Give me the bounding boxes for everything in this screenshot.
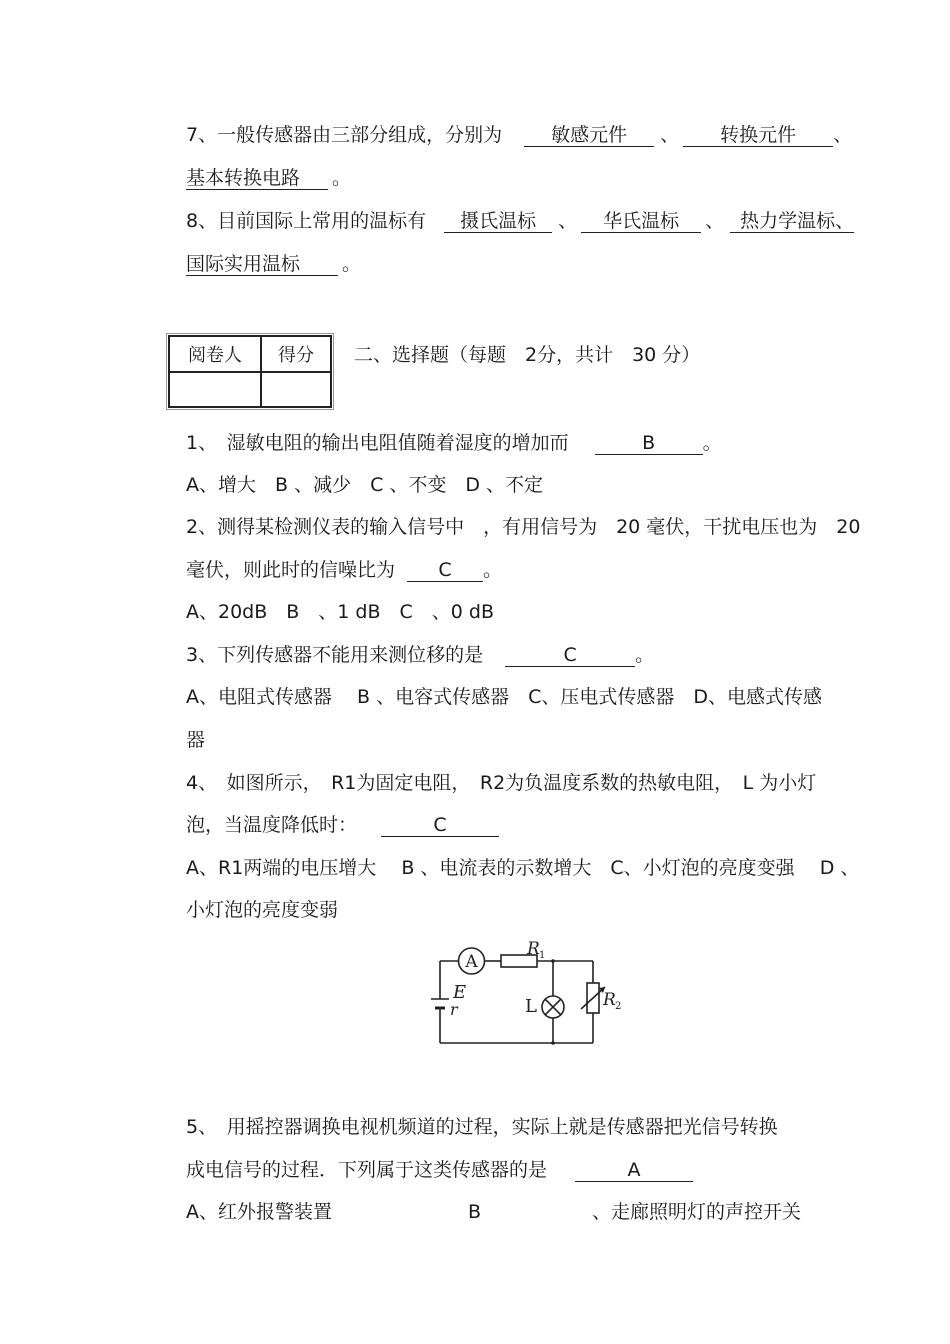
score-table-score-cell[interactable] — [261, 372, 331, 407]
q4-stem-line2: 泡，当温度降低时： C — [186, 812, 499, 838]
q5-option-a: A、红外报警装置 — [186, 1201, 332, 1223]
q4-answer: C — [381, 814, 499, 837]
r2-label: R — [603, 990, 616, 1010]
q8-answer-1: 摄氏温标 — [444, 210, 552, 233]
r2-subscript: 2 — [615, 1001, 622, 1012]
q5-option-b: B — [468, 1201, 482, 1223]
q3-answer: C — [505, 644, 635, 667]
q3-options-line2: 器 — [186, 729, 206, 751]
q7-sep-2: 、 — [833, 124, 853, 146]
q7-answer-3: 基本转换电路 — [186, 167, 328, 190]
q3-stem: 3、下列传感器不能用来测位移的是 C 。 — [186, 644, 655, 666]
q5-stem-line1: 5、 用摇控器调换电视机频道的过程，实际上就是传感器把光信号转换 — [186, 1116, 778, 1138]
q5-option-b-text: 、走廊照明灯的声控开关 — [592, 1201, 802, 1223]
q2-end: 。 — [483, 559, 503, 581]
q8-line2 — [186, 251, 361, 277]
score-table-grader-header: 阅卷人 — [169, 336, 261, 372]
r1-subscript: 1 — [539, 950, 546, 961]
q8-end: 。 — [342, 253, 362, 275]
section-title: 二、选择题（每题 2分，共计 30 分） — [354, 344, 701, 366]
q7-line2 — [186, 165, 351, 191]
q8-sep-2: 、 — [705, 210, 725, 232]
q4-options-line2: 小灯泡的亮度变弱 — [186, 899, 339, 921]
q7-answer-1: 敏感元件 — [524, 124, 654, 147]
q7-answer-2: 转换元件 — [683, 124, 833, 147]
emf-label: E — [453, 982, 467, 1003]
q5-options — [186, 1199, 801, 1225]
q1-answer: B — [595, 432, 703, 455]
internal-resistance-label: r — [450, 1000, 458, 1019]
q7-prefix: 7、一般传感器由三部分组成，分别为 — [186, 124, 503, 146]
q1-end: 。 — [702, 432, 722, 454]
q5-stem-line2: 成电信号的过程．下列属于这类传感器的是 A — [186, 1157, 693, 1183]
score-table-score-header: 得分 — [261, 336, 331, 372]
score-table — [168, 335, 332, 408]
q8-prefix: 8、目前国际上常用的温标有 — [186, 210, 427, 232]
q8-sep-1: 、 — [558, 210, 578, 232]
q4-stem-line1: 4、 如图所示， R1为固定电阻， R2为负温度系数的热敏电阻， L 为小灯 — [186, 772, 817, 794]
junction-top — [551, 959, 555, 963]
q2-answer: C — [407, 559, 483, 582]
q3-end: 。 — [635, 644, 655, 666]
q8-answer-4: 国际实用温标 — [186, 253, 338, 276]
q2-options: A、20dB B 、1 dB C 、0 dB — [186, 601, 495, 623]
q1-options: A、增大 B 、减少 C 、不变 D 、不定 — [186, 474, 544, 496]
q8-answer-2: 华氏温标 — [581, 210, 701, 233]
q8-answer-3: 热力学温标、 — [730, 210, 854, 233]
q5-answer: A — [575, 1159, 693, 1182]
q2-stem-line1: 2、测得某检测仪表的输入信号中 ，有用信号为 20 毫伏，干扰电压也为 20 — [186, 516, 861, 538]
r1-label: R — [527, 939, 540, 959]
q2-stem-line2: 毫伏，则此时的信噪比为 C 。 — [186, 559, 503, 581]
circuit-diagram — [423, 937, 629, 1053]
q8-line1 — [186, 208, 854, 234]
q7-sep-1: 、 — [660, 124, 680, 146]
q7-line1 — [186, 122, 852, 148]
q7-end: 。 — [332, 167, 352, 189]
q1-stem: 1、 湿敏电阻的输出电阻值随着湿度的增加而 B 。 — [186, 432, 722, 454]
q3-options-line1: A、电阻式传感器 B 、电容式传感器 C、压电式传感器 D、电感式传感 — [186, 686, 823, 708]
ammeter-label: A — [465, 952, 478, 972]
lamp-label: L — [525, 996, 537, 1017]
score-table-grader-cell[interactable] — [169, 372, 261, 407]
q4-options-line1: A、R1两端的电压增大 B 、电流表的示数增大 C、小灯泡的亮度变强 D 、 — [186, 857, 860, 879]
junction-bottom — [551, 1041, 555, 1045]
